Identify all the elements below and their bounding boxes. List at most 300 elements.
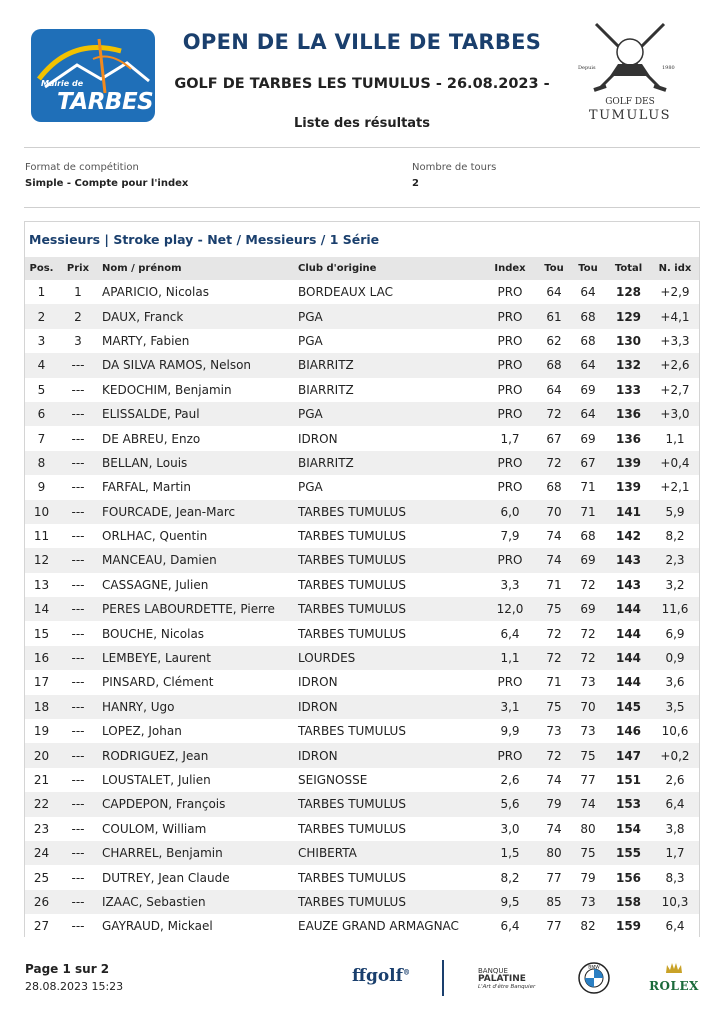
cell-nom: DAUX, Franck xyxy=(102,309,184,324)
cell-index: PRO xyxy=(497,333,523,348)
cell-tour2: 80 xyxy=(580,821,596,836)
footer-separator xyxy=(442,960,444,996)
table-row xyxy=(25,743,699,767)
banque-line1: BANQUE xyxy=(478,967,508,975)
cell-tour1: 72 xyxy=(546,651,562,666)
cell-total: 146 xyxy=(615,724,642,739)
cell-pos: 25 xyxy=(33,870,50,885)
cell-nom: BOUCHE, Nicolas xyxy=(102,626,205,641)
cell-nidx: 1,1 xyxy=(665,431,685,446)
cell-nom: LOPEZ, Johan xyxy=(102,724,182,739)
cell-prix: 2 xyxy=(74,309,82,324)
cell-club: BIARRITZ xyxy=(298,358,354,373)
cell-pos: 16 xyxy=(33,651,50,666)
cell-prix: 1 xyxy=(74,285,82,300)
cell-pos: 13 xyxy=(33,577,50,592)
cell-prix: --- xyxy=(71,846,85,861)
cell-nom: KEDOCHIM, Benjamin xyxy=(102,382,232,397)
cell-nidx: +2,9 xyxy=(660,285,690,300)
cell-nidx: +0,2 xyxy=(660,748,690,763)
cell-tour1: 74 xyxy=(546,529,562,544)
cell-index: PRO xyxy=(497,675,523,690)
cell-club: PGA xyxy=(298,309,323,324)
logo-tarbes-text: TARBES xyxy=(57,89,154,115)
cell-nidx: 6,9 xyxy=(665,626,685,641)
col-header-index: Index xyxy=(494,263,526,274)
cell-tour2: 73 xyxy=(580,724,596,739)
cell-pos: 15 xyxy=(33,626,50,641)
cell-tour2: 68 xyxy=(580,309,596,324)
cell-tour2: 64 xyxy=(580,285,596,300)
table-row xyxy=(25,695,699,719)
cell-prix: --- xyxy=(71,382,85,397)
col-header-club: Club d'origine xyxy=(298,263,377,274)
cell-total: 143 xyxy=(615,553,642,568)
cell-nidx: 1,7 xyxy=(665,846,685,861)
table-row xyxy=(25,451,699,475)
cell-nidx: 5,9 xyxy=(665,504,685,519)
cell-total: 144 xyxy=(615,626,642,641)
cell-club: TARBES TUMULUS xyxy=(298,797,406,812)
cell-nom: FOURCADE, Jean-Marc xyxy=(102,504,236,519)
cell-prix: --- xyxy=(71,358,85,373)
cell-index: 3,1 xyxy=(500,699,520,714)
cell-club: TARBES TUMULUS xyxy=(298,577,406,592)
cell-tour2: 73 xyxy=(580,894,596,909)
table-row xyxy=(25,646,699,670)
cell-nidx: +4,1 xyxy=(660,309,690,324)
col-header-nom: Nom / prénom xyxy=(102,263,182,274)
table-row xyxy=(25,719,699,743)
divider xyxy=(24,207,700,208)
cell-total: 132 xyxy=(615,358,642,373)
cell-prix: --- xyxy=(71,870,85,885)
table-row xyxy=(25,890,699,914)
cell-prix: --- xyxy=(71,919,85,934)
cell-prix: --- xyxy=(71,529,85,544)
cell-nidx: 6,4 xyxy=(665,919,685,934)
cell-prix: --- xyxy=(71,724,85,739)
cell-tour1: 68 xyxy=(546,480,562,495)
cell-tour2: 69 xyxy=(580,431,596,446)
cell-total: 139 xyxy=(615,480,642,495)
cell-pos: 3 xyxy=(37,333,46,348)
cell-index: 3,3 xyxy=(500,577,520,592)
cell-nom: PERES LABOURDETTE, Pierre xyxy=(102,602,275,617)
cell-pos: 2 xyxy=(37,309,46,324)
cell-nidx: 10,6 xyxy=(661,724,689,739)
crown-icon xyxy=(664,961,684,975)
cell-total: 156 xyxy=(615,870,642,885)
ffgolf-logo: ffgolf® xyxy=(352,966,410,986)
cell-total: 142 xyxy=(615,529,642,544)
cell-index: 9,9 xyxy=(500,724,520,739)
cell-total: 144 xyxy=(615,675,642,690)
cell-nom: DA SILVA RAMOS, Nelson xyxy=(102,358,252,373)
cell-nom: ORLHAC, Quentin xyxy=(102,529,208,544)
table-row xyxy=(25,524,699,548)
page-indicator: Page 1 sur 2 xyxy=(25,962,110,976)
cell-index: 2,6 xyxy=(500,773,520,787)
cell-tour2: 69 xyxy=(580,602,596,617)
cell-prix: --- xyxy=(71,480,85,495)
cell-club: LOURDES xyxy=(298,651,356,666)
cell-index: PRO xyxy=(497,285,523,300)
cell-index: PRO xyxy=(497,382,523,397)
cell-total: 130 xyxy=(615,333,642,348)
cell-total: 133 xyxy=(615,382,642,397)
cell-tour1: 80 xyxy=(546,846,562,861)
cell-nidx: 8,3 xyxy=(665,870,685,885)
cell-total: 159 xyxy=(615,919,642,934)
page-title: OPEN DE LA VILLE DE TARBES xyxy=(182,30,542,54)
cell-index: 6,4 xyxy=(500,626,520,641)
cell-tour2: 75 xyxy=(580,748,596,763)
tours-label: Nombre de tours xyxy=(412,162,497,173)
cell-club: TARBES TUMULUS xyxy=(298,626,406,641)
cell-tour2: 77 xyxy=(580,773,596,787)
cell-nidx: 11,6 xyxy=(661,602,689,617)
cell-tour1: 72 xyxy=(546,455,562,470)
table-header-row xyxy=(25,257,699,280)
cell-prix: --- xyxy=(71,431,85,446)
list-title: Liste des résultats xyxy=(293,116,431,131)
table-row xyxy=(25,817,699,841)
cell-total: 158 xyxy=(615,894,642,909)
cell-pos: 23 xyxy=(33,821,50,836)
table-row xyxy=(25,768,699,792)
cell-index: PRO xyxy=(497,358,523,373)
cell-tour2: 68 xyxy=(580,333,596,348)
bmw-logo xyxy=(578,962,610,998)
page-subtitle: GOLF DE TARBES LES TUMULUS - 26.08.2023 - xyxy=(174,76,550,92)
cell-prix: --- xyxy=(71,773,85,787)
cell-tour1: 74 xyxy=(546,773,562,787)
table-row xyxy=(25,548,699,572)
format-value: Simple - Compte pour l'index xyxy=(25,178,189,189)
cell-pos: 22 xyxy=(33,797,50,812)
cell-nom: CHARREL, Benjamin xyxy=(102,846,223,861)
results-body xyxy=(25,280,699,939)
cell-pos: 10 xyxy=(33,504,50,519)
cell-tour1: 71 xyxy=(546,577,562,592)
table-row xyxy=(25,500,699,524)
cell-total: 144 xyxy=(615,602,642,617)
cell-index: 1,7 xyxy=(500,431,520,446)
cell-prix: --- xyxy=(71,504,85,519)
cell-tour1: 68 xyxy=(546,358,562,373)
cell-pos: 4 xyxy=(37,358,46,373)
cell-nom: MARTY, Fabien xyxy=(102,333,190,348)
cell-pos: 27 xyxy=(33,919,50,934)
cell-nidx: +2,7 xyxy=(660,382,690,397)
col-header-prix: Prix xyxy=(66,263,90,274)
cell-club: IDRON xyxy=(298,748,338,763)
cell-pos: 14 xyxy=(33,602,50,617)
cell-club: TARBES TUMULUS xyxy=(298,529,406,544)
logo-mairie-text: Mairie de xyxy=(41,79,84,88)
cell-club: TARBES TUMULUS xyxy=(298,553,406,568)
cell-total: 128 xyxy=(615,285,642,300)
cell-club: PGA xyxy=(298,480,323,495)
cell-tour2: 70 xyxy=(580,699,596,714)
rolex-logo xyxy=(646,960,702,993)
cell-tour2: 72 xyxy=(580,651,596,666)
tours-value: 2 xyxy=(412,178,419,189)
cell-pos: 5 xyxy=(37,382,46,397)
cell-nidx: +3,3 xyxy=(660,333,690,348)
ffgolf-text: ffgolf xyxy=(352,966,403,986)
cell-pos: 12 xyxy=(33,553,50,568)
cell-total: 136 xyxy=(615,407,642,422)
table-row xyxy=(25,402,699,426)
cell-index: PRO xyxy=(497,407,523,422)
rolex-text: ROLEX xyxy=(649,979,699,993)
cell-total: 139 xyxy=(615,455,642,470)
cell-total: 144 xyxy=(615,651,642,666)
cell-nidx: +2,6 xyxy=(660,358,690,373)
cell-total: 141 xyxy=(615,504,642,519)
cell-nidx: 3,8 xyxy=(665,821,685,836)
cell-nidx: +2,1 xyxy=(660,480,690,495)
cell-tour2: 73 xyxy=(580,675,596,690)
cell-nom: CASSAGNE, Julien xyxy=(102,577,209,592)
table-row xyxy=(25,597,699,621)
cell-pos: 11 xyxy=(33,529,50,544)
cell-index: 6,4 xyxy=(500,919,520,934)
mairie-tarbes-logo xyxy=(31,29,155,122)
cell-tour2: 69 xyxy=(580,382,596,397)
cell-index: PRO xyxy=(497,455,523,470)
cell-tour1: 71 xyxy=(546,675,562,690)
cell-index: 1,5 xyxy=(500,846,520,861)
print-datetime: 28.08.2023 15:23 xyxy=(25,980,124,993)
banque-palatine-logo xyxy=(478,967,535,991)
table-row xyxy=(25,426,699,450)
cell-pos: 7 xyxy=(37,431,46,446)
cell-prix: --- xyxy=(71,797,85,812)
cell-index: 3,0 xyxy=(500,821,520,836)
cell-club: BIARRITZ xyxy=(298,382,354,397)
cell-nom: DUTREY, Jean Claude xyxy=(102,870,230,885)
cell-nidx: 8,2 xyxy=(665,529,685,544)
table-row xyxy=(25,573,699,597)
col-header-nidx: N. idx xyxy=(658,263,692,274)
cell-total: 136 xyxy=(615,431,642,446)
col-header-total: Total xyxy=(614,263,643,274)
cell-nom: LEMBEYE, Laurent xyxy=(102,651,211,666)
bmw-text: BMW xyxy=(588,965,600,971)
table-row xyxy=(25,865,699,889)
cell-index: 7,9 xyxy=(500,529,520,544)
cell-tour1: 70 xyxy=(546,504,562,519)
cell-tour1: 74 xyxy=(546,553,562,568)
cell-tour2: 71 xyxy=(580,504,596,519)
results-title: Messieurs | Stroke play - Net / Messieurs / 1 Série xyxy=(29,232,380,247)
cell-total: 151 xyxy=(615,773,642,787)
cell-pos: 18 xyxy=(33,699,50,714)
cell-nidx: 6,4 xyxy=(665,797,685,812)
cell-nom: FARFAL, Martin xyxy=(102,480,191,495)
cell-club: TARBES TUMULUS xyxy=(298,870,406,885)
cell-prix: --- xyxy=(71,455,85,470)
cell-nom: GAYRAUD, Mickael xyxy=(102,919,213,934)
table-row xyxy=(25,280,699,304)
cell-index: 5,6 xyxy=(500,797,520,812)
cell-nidx: 3,5 xyxy=(665,699,685,714)
table-row xyxy=(25,475,699,499)
banque-line2: PALATINE xyxy=(478,974,526,984)
cell-nidx: +0,4 xyxy=(660,455,690,470)
cell-nidx: 3,2 xyxy=(665,577,685,592)
cell-total: 155 xyxy=(615,846,642,861)
cell-index: 8,2 xyxy=(500,870,520,885)
cell-club: BORDEAUX LAC xyxy=(298,285,393,300)
cell-nidx: +3,0 xyxy=(660,407,690,422)
cell-index: PRO xyxy=(497,553,523,568)
cell-index: 12,0 xyxy=(496,602,524,617)
cell-club: PGA xyxy=(298,333,323,348)
cell-nom: DE ABREU, Enzo xyxy=(102,431,201,446)
cell-prix: --- xyxy=(71,407,85,422)
cell-tour2: 82 xyxy=(580,919,596,934)
table-row xyxy=(25,841,699,865)
results-table xyxy=(25,257,699,939)
cell-nom: COULOM, William xyxy=(102,821,207,836)
cell-club: IDRON xyxy=(298,699,338,714)
format-label: Format de compétition xyxy=(25,162,139,173)
table-row xyxy=(25,621,699,645)
cell-nom: PINSARD, Clément xyxy=(102,675,214,690)
cell-club: CHIBERTA xyxy=(298,846,357,861)
cell-club: TARBES TUMULUS xyxy=(298,724,406,739)
golf-des-tumulus-logo xyxy=(574,20,686,130)
cell-tour2: 74 xyxy=(580,797,596,812)
cell-tour1: 85 xyxy=(546,894,562,909)
results-panel xyxy=(24,221,700,937)
cell-nom: CAPDEPON, François xyxy=(102,797,226,812)
cell-tour2: 72 xyxy=(580,577,596,592)
cell-total: 147 xyxy=(615,748,642,763)
cell-club: TARBES TUMULUS xyxy=(298,821,406,836)
cell-tour1: 73 xyxy=(546,724,562,739)
cell-tour1: 64 xyxy=(546,382,562,397)
cell-tour2: 71 xyxy=(580,480,596,495)
cell-nidx: 2,6 xyxy=(665,773,685,787)
cell-tour2: 75 xyxy=(580,846,596,861)
col-header-tour1: Tou xyxy=(544,263,564,274)
cell-pos: 17 xyxy=(33,675,50,690)
cell-prix: --- xyxy=(71,894,85,909)
cell-tour2: 68 xyxy=(580,529,596,544)
cell-tour1: 72 xyxy=(546,748,562,763)
cell-tour2: 67 xyxy=(580,455,596,470)
cell-nidx: 2,3 xyxy=(665,553,685,568)
cell-nom: IZAAC, Sebastien xyxy=(102,894,206,909)
table-row xyxy=(25,670,699,694)
cell-tour1: 77 xyxy=(546,870,562,885)
col-header-tour2: Tou xyxy=(578,263,598,274)
cell-tour1: 74 xyxy=(546,821,562,836)
cell-tour1: 72 xyxy=(546,407,562,422)
divider xyxy=(24,147,700,148)
cell-total: 154 xyxy=(615,821,642,836)
table-row xyxy=(25,353,699,377)
cell-prix: --- xyxy=(71,699,85,714)
cell-nom: ELISSALDE, Paul xyxy=(102,407,200,422)
cell-tour2: 64 xyxy=(580,358,596,373)
cell-tour1: 75 xyxy=(546,602,562,617)
cell-club: PGA xyxy=(298,407,323,422)
cell-pos: 1 xyxy=(37,285,46,300)
table-row xyxy=(25,329,699,353)
cell-pos: 9 xyxy=(37,480,46,495)
logo-year-text: 1980 xyxy=(662,65,675,71)
cell-prix: --- xyxy=(71,577,85,592)
cell-nom: HANRY, Ugo xyxy=(102,699,175,714)
cell-tour2: 64 xyxy=(580,407,596,422)
cell-prix: 3 xyxy=(74,333,82,348)
cell-club: BIARRITZ xyxy=(298,455,354,470)
cell-index: 1,1 xyxy=(500,651,520,666)
cell-index: PRO xyxy=(497,748,523,763)
cell-prix: --- xyxy=(71,626,85,641)
cell-pos: 26 xyxy=(33,894,50,909)
cell-nom: LOUSTALET, Julien xyxy=(102,773,211,787)
cell-tour1: 62 xyxy=(546,333,562,348)
cell-club: SEIGNOSSE xyxy=(298,773,368,787)
col-header-pos: Pos. xyxy=(29,263,54,274)
cell-prix: --- xyxy=(71,748,85,763)
cell-club: IDRON xyxy=(298,431,338,446)
logo-depuis-text: Depuis xyxy=(578,65,596,71)
cell-tour1: 77 xyxy=(546,919,562,934)
cell-nom: BELLAN, Louis xyxy=(102,455,188,470)
cell-nom: APARICIO, Nicolas xyxy=(102,285,209,300)
cell-pos: 6 xyxy=(37,407,46,422)
cell-club: TARBES TUMULUS xyxy=(298,894,406,909)
cell-index: PRO xyxy=(497,480,523,495)
cell-pos: 20 xyxy=(33,748,50,763)
cell-prix: --- xyxy=(71,651,85,666)
cell-nidx: 10,3 xyxy=(661,894,689,909)
cell-prix: --- xyxy=(71,553,85,568)
cell-prix: --- xyxy=(71,675,85,690)
cell-tour1: 67 xyxy=(546,431,562,446)
cell-club: TARBES TUMULUS xyxy=(298,504,406,519)
cell-nidx: 0,9 xyxy=(665,651,685,666)
table-row xyxy=(25,914,699,938)
cell-prix: --- xyxy=(71,821,85,836)
cell-club: EAUZE GRAND ARMAGNAC xyxy=(298,919,459,934)
cell-total: 129 xyxy=(615,309,642,324)
cell-nom: MANCEAU, Damien xyxy=(102,553,217,568)
cell-nidx: 3,6 xyxy=(665,675,685,690)
table-row xyxy=(25,792,699,816)
cell-prix: --- xyxy=(71,602,85,617)
crossed-clubs-icon xyxy=(574,20,686,100)
cell-pos: 24 xyxy=(33,846,50,861)
bmw-roundel-icon xyxy=(578,962,610,994)
cell-tour1: 72 xyxy=(546,626,562,641)
cell-nom: RODRIGUEZ, Jean xyxy=(102,748,209,763)
cell-pos: 19 xyxy=(33,724,50,739)
cell-pos: 8 xyxy=(37,455,46,470)
cell-total: 145 xyxy=(615,699,642,714)
cell-total: 143 xyxy=(615,577,642,592)
cell-tour2: 72 xyxy=(580,626,596,641)
logo-golfdes-text: GOLF DES xyxy=(605,97,655,107)
